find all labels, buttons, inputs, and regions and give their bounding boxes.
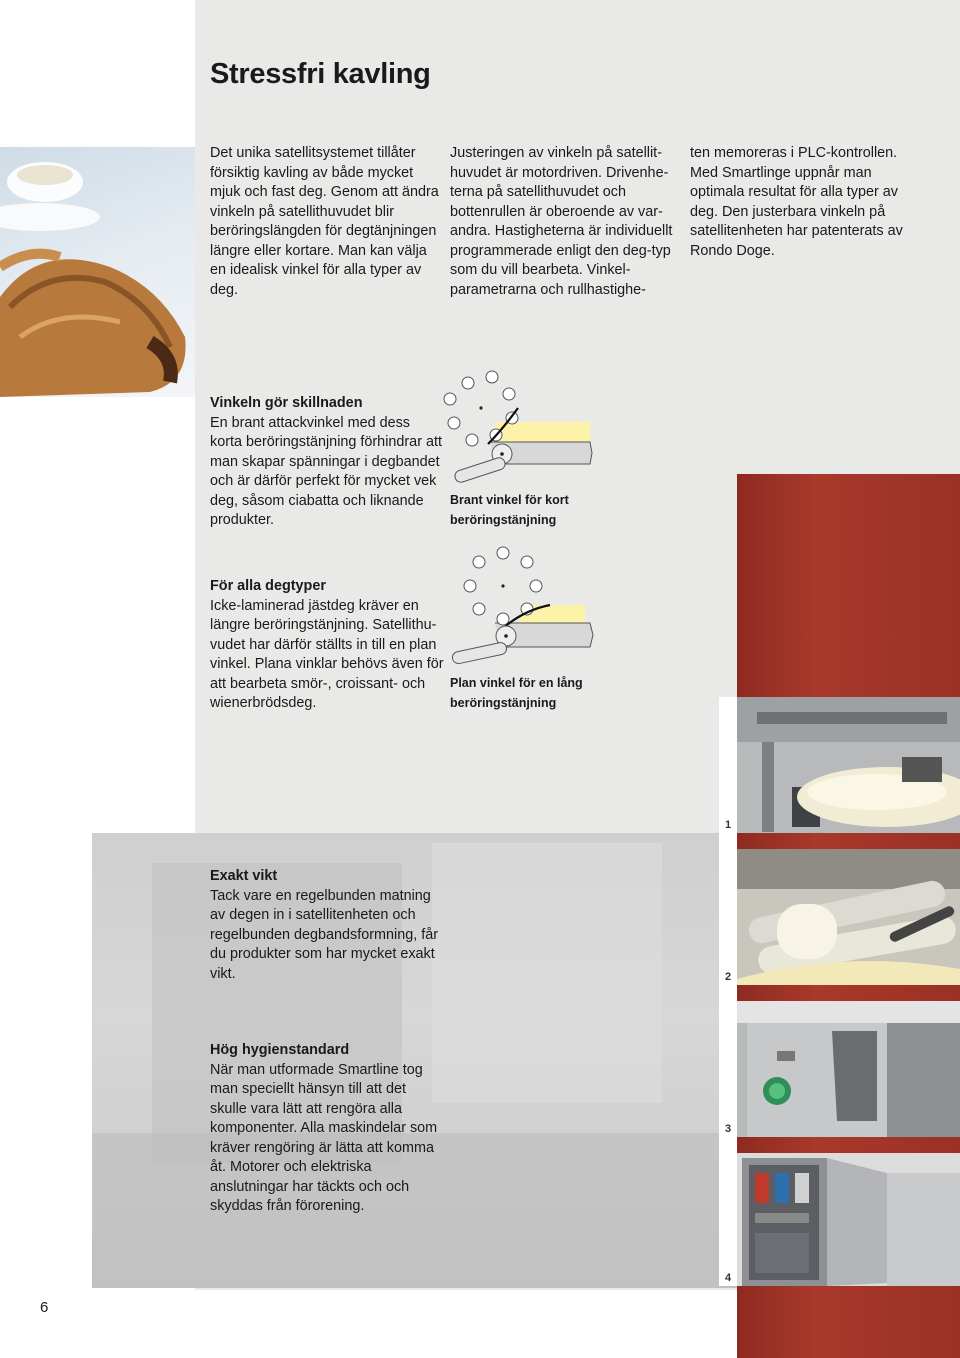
flat-diagram-caption [450,674,650,713]
section-hygiene-text: När man utformade Smartline tog man speciellt hänsyn till att det skulle vara lätt att rengöra alla komponenter. Alla maskindelar som kräver rengöring är lätta att komma åt. Motorer och elektriska anslutningar har täckts och och skyddas från förorening. [210,1061,438,1214]
section-dough-types [210,577,445,714]
photo-label-3: 3 [719,1121,737,1137]
section-angle-text: En brant attackvinkel med dess korta beröringstänjning förhindrar att man skapar spänningar i degbandet och är därför perfekt för mycket vek deg, såsom ciabatta och liknande produkter. [210,414,442,528]
thumbnail-edge-strip [719,697,737,1285]
section-dough-heading: För alla degtyper [210,578,326,594]
photo-2-rollers [737,849,960,985]
section-hygiene [210,1041,445,1217]
croissant-photo [0,147,195,397]
page-number: 6 [40,1299,49,1316]
steep-angle-diagram [440,368,600,488]
steep-caption-line1: Brant vinkel för kort [450,493,569,507]
photo-3-control-panel [737,1001,960,1137]
steep-caption-line2: beröringstänjning [450,512,557,527]
section-angle [210,394,445,531]
intro-column-2: Justeringen av vinkeln på satellithuvudet är motordriven. Drivenheterna på satellithuvudet och bottenrullen är oberoende av varandra. Hastigheterna är individuellt programmerade enligt den deg-typ som du vill bearbeta. Vinkel-parametrarna och rullhastighe- [450,145,673,298]
section-weight-heading: Exakt vikt [210,868,278,884]
section-exact-weight [210,867,445,984]
photo-1-dough-line [737,697,960,833]
section-hygiene-heading: Hög hygienstandard [210,1042,350,1058]
photo-label-2: 2 [719,969,737,985]
flat-caption-line2: beröringstänjning [450,695,557,710]
photo-4-electrical-cabinet [737,1153,960,1286]
section-angle-heading: Vinkeln gör skillnaden [210,395,363,411]
steep-diagram-caption [450,491,650,530]
photo-label-1: 1 [719,817,737,833]
page-title: Stressfri kavling [210,58,431,90]
photo-label-4: 4 [719,1270,737,1286]
flat-angle-diagram [440,543,600,673]
intro-column-1: Det unika satellitsystemet tillåter försiktig kavling av både mycket mjuk och fast deg. Genom att ändra vinkeln på satellithuvudet blir beröringslängden för degtänjningen längre eller kortare. Man kan välja en idealisk vinkel för alla typer av deg. [210,145,439,298]
intro-column-3: ten memoreras i PLC-kontrollen. Med Smartlinge uppnår man optimala resultat för alla typer av deg. Den justerbara vinkeln på satellitenheten har patenterats av Rondo Doge. [690,145,903,259]
flat-caption-line1: Plan vinkel för en lång [450,676,583,690]
section-dough-text: Icke-laminerad jästdeg kräver en längre beröringstänjning. Satellithuvudet har därför ställts in till en plan vinkel. Plana vinklar behövs även för att bearbeta smör-, croissant- och wienerbrödsdeg. [210,597,444,711]
section-weight-text: Tack vare en regelbunden matning av degen in i satellitenheten och regelbunden degbandsformning, får du produkter som har mycket exakt vikt. [210,887,439,982]
